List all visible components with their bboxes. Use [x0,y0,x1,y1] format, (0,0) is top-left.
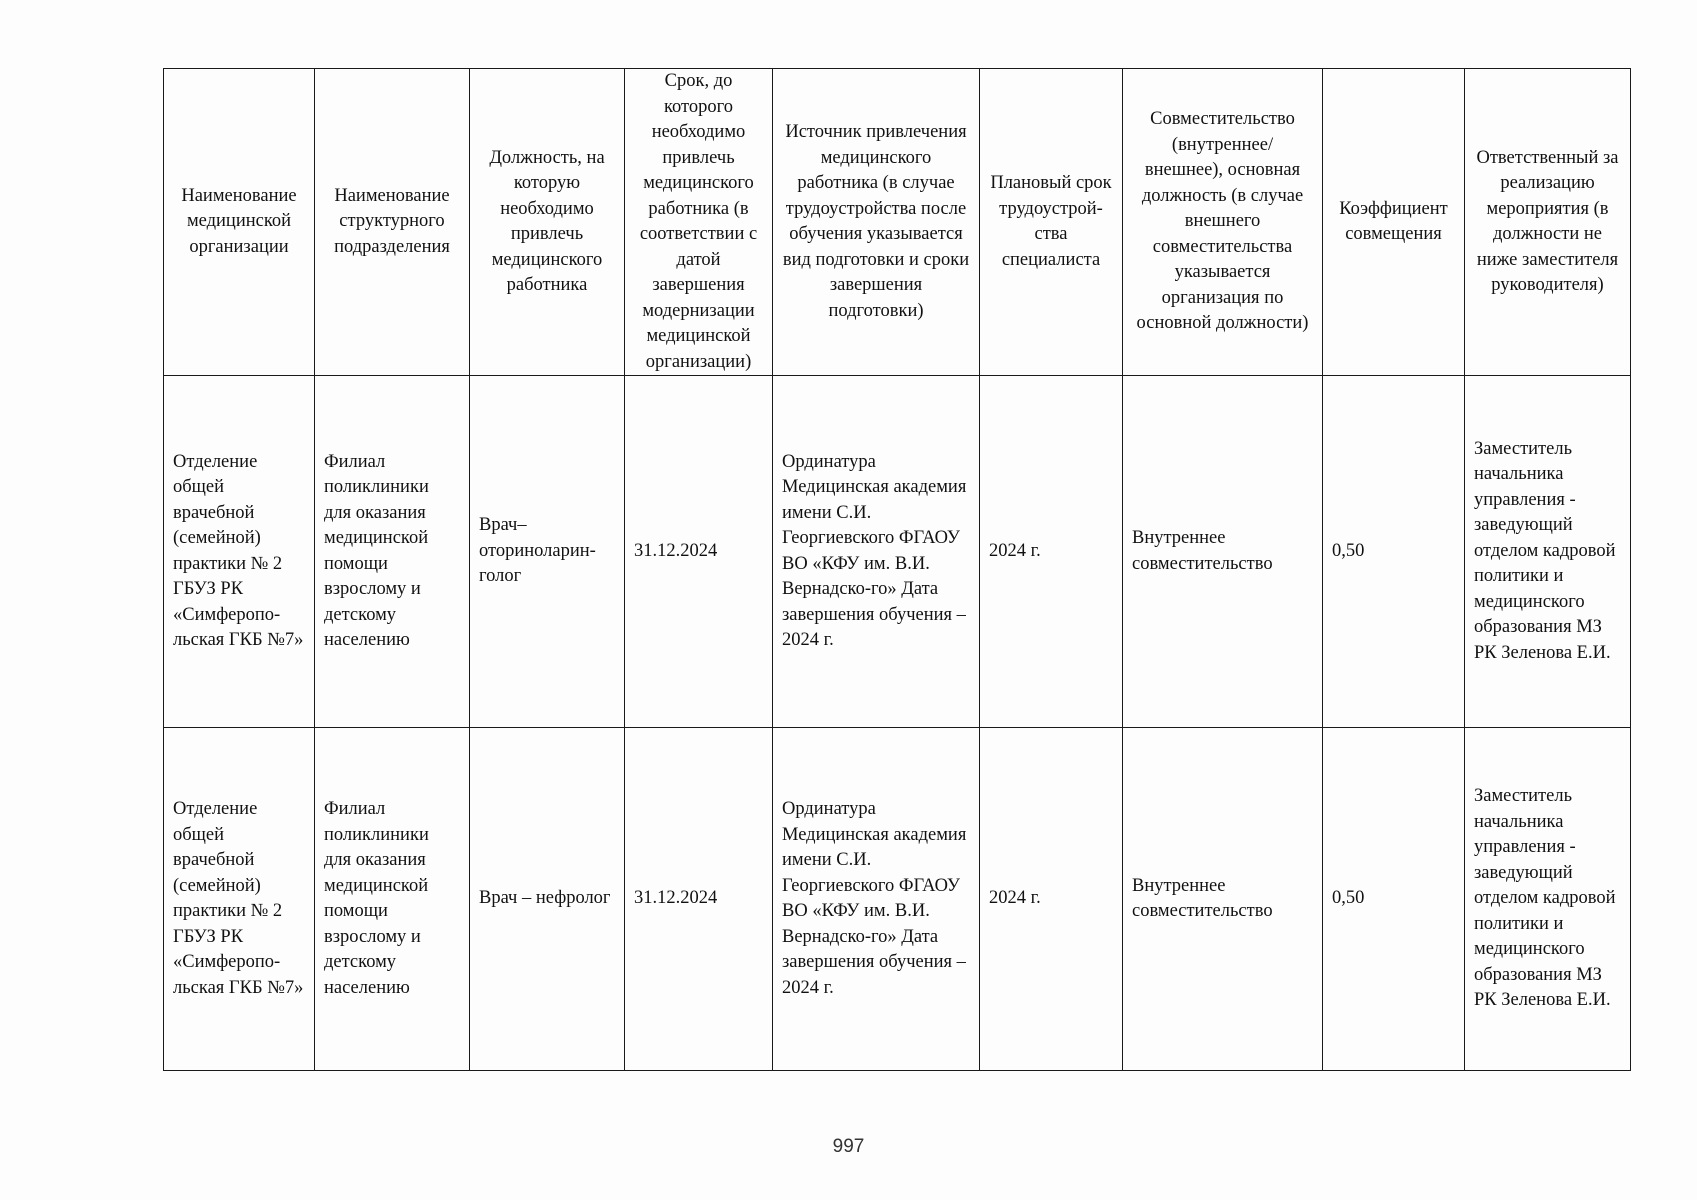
cell-organization: Отделение общей врачебной (семейной) практики № 2 ГБУЗ РК «Симферопо-льская ГКБ №7» [164,376,315,728]
cell-combination: Внутреннее совместительство [1123,728,1323,1071]
header-source: Источник привлечения медицинского работника (в случае трудоустройства после обучения указывается вид подготовки и сроки завершения подготовки) [773,69,980,376]
cell-deadline: 31.12.2024 [625,728,773,1071]
table-row [164,376,1631,728]
cell-organization: Отделение общей врачебной (семейной) практики № 2 ГБУЗ РК «Симферопо-льская ГКБ №7» [164,728,315,1071]
header-department: Наименование структурного подразделения [315,69,470,376]
cell-planned-date: 2024 г. [980,728,1123,1071]
cell-department: Филиал поликлиники для оказания медицинской помощи взрослому и детскому населению [315,728,470,1071]
cell-source: Ординатура Медицинская академия имени С.И. Георгиевского ФГАОУ ВО «КФУ им. В.И. Вернадско-го» Дата завершения обучения – 2024 г. [773,728,980,1071]
cell-position: Врач – нефролог [470,728,625,1071]
header-organization: Наименование медицинской организации [164,69,315,376]
cell-planned-date: 2024 г. [980,376,1123,728]
table-row [164,728,1631,1071]
cell-coefficient: 0,50 [1323,376,1465,728]
cell-responsible: Заместитель начальника управления - заведующий отделом кадровой политики и медицинского образования МЗ РК Зеленова Е.И. [1465,728,1631,1071]
cell-deadline: 31.12.2024 [625,376,773,728]
header-position: Должность, на которую необходимо привлечь медицинского работника [470,69,625,376]
cell-responsible: Заместитель начальника управления - заведующий отделом кадровой политики и медицинского образования МЗ РК Зеленова Е.И. [1465,376,1631,728]
cell-combination: Внутреннее совместительство [1123,376,1323,728]
header-deadline: Срок, до которого необходимо привлечь медицинского работника (в соответствии с датой завершения модернизации медицинской организации) [625,69,773,376]
cell-source: Ординатура Медицинская академия имени С.И. Георгиевского ФГАОУ ВО «КФУ им. В.И. Вернадско-го» Дата завершения обучения – 2024 г. [773,376,980,728]
table-header-row [164,69,1631,376]
staffing-table [163,68,1631,1071]
header-coefficient: Коэффициент совмещения [1323,69,1465,376]
cell-department: Филиал поликлиники для оказания медицинской помощи взрослому и детскому населению [315,376,470,728]
cell-position: Врач– оториноларин-голог [470,376,625,728]
cell-coefficient: 0,50 [1323,728,1465,1071]
header-responsible: Ответственный за реализацию мероприятия (в должности не ниже заместителя руководителя) [1465,69,1631,376]
page-number: 997 [832,1136,865,1157]
header-combination: Совместительство (внутреннее/ внешнее), основная должность (в случае внешнего совместительства указывается организация по основной должности) [1123,69,1323,376]
header-planned-date: Плановый срок трудоустрой-ства специалиста [980,69,1123,376]
